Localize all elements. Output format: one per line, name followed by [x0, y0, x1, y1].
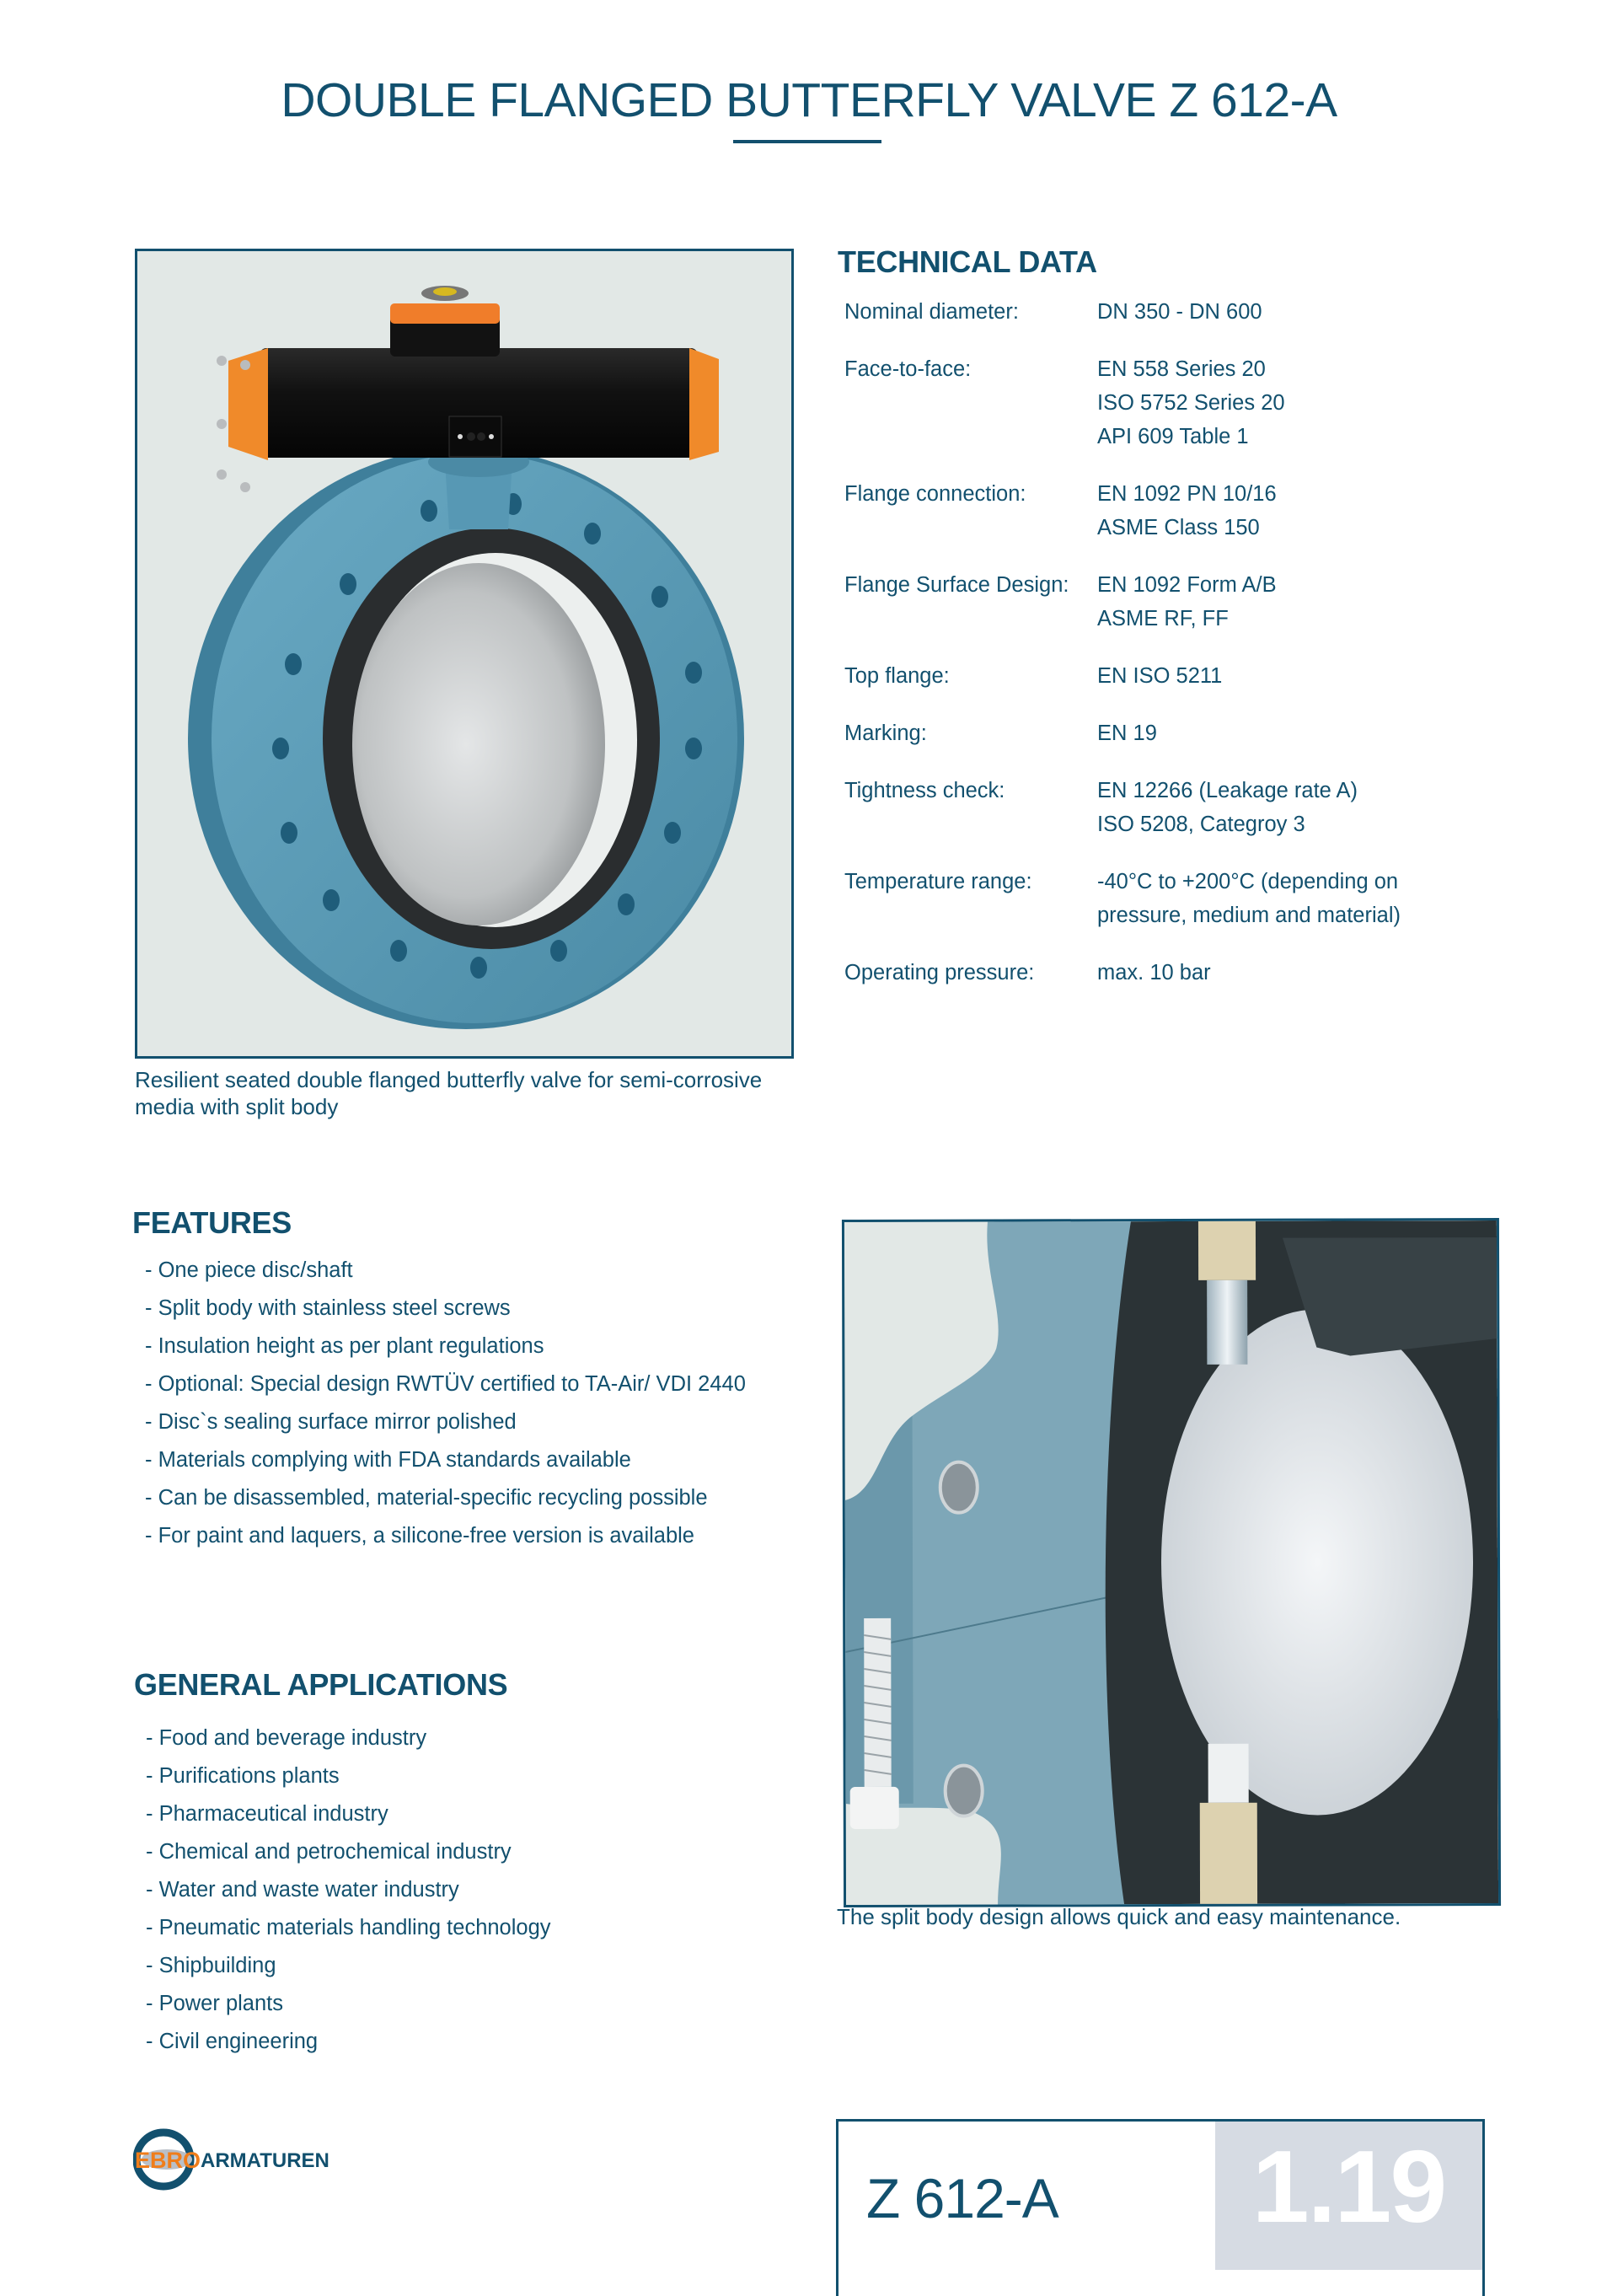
- application-item: - Water and waste water industry: [146, 1878, 459, 1902]
- feature-item: - Can be disassembled, material-specific recycling possible: [145, 1486, 708, 1510]
- tech-row-face-to-face: [844, 352, 1485, 453]
- logo-mark: [133, 2126, 344, 2193]
- application-item: - Civil engineering: [146, 2030, 319, 2053]
- feature-item: - Disc`s sealing surface mirror polished: [145, 1410, 517, 1434]
- tech-value: max. 10 bar: [1097, 961, 1211, 984]
- feature-item: - Insulation height as per plant regulations: [145, 1334, 544, 1358]
- applications-list: [146, 1719, 551, 2061]
- feature-item: - One piece disc/shaft: [145, 1258, 353, 1282]
- tech-row-flange-surface-design: [844, 568, 1485, 636]
- tech-row-top-flange: [844, 659, 1485, 693]
- application-item: - Pharmaceutical industry: [146, 1802, 388, 1826]
- tech-value: ASME RF, FF: [1097, 607, 1229, 630]
- features-list: [145, 1252, 746, 1555]
- feature-item: - Optional: Special design RWTÜV certified to TA-Air/ VDI 2440: [145, 1372, 746, 1396]
- tech-value: EN 1092 PN 10/16: [1097, 482, 1277, 506]
- technical-data-heading: TECHNICAL DATA: [838, 244, 1097, 279]
- tech-label: Nominal diameter:: [844, 300, 1019, 324]
- tech-label: Temperature range:: [844, 870, 1032, 893]
- footer-product-code: Z 612-A: [866, 2167, 1058, 2229]
- application-item: - Chemical and petrochemical industry: [146, 1840, 512, 1864]
- tech-value: EN 19: [1097, 722, 1157, 745]
- tech-label: Top flange:: [844, 664, 950, 688]
- tech-row-flange-connection: [844, 477, 1485, 544]
- detail-image-caption: The split body design allows quick and easy maintenance.: [837, 1904, 1401, 1929]
- tech-label: Tightness check:: [844, 779, 1005, 802]
- tech-row-marking: [844, 716, 1485, 750]
- tech-label: Marking:: [844, 722, 927, 745]
- application-item: - Food and beverage industry: [146, 1726, 427, 1750]
- ebro-armaturen-logo: [133, 2126, 344, 2193]
- footer-page-number: 1.19: [1251, 2129, 1446, 2244]
- application-item: - Shipbuilding: [146, 1954, 276, 1977]
- technical-data-table: [844, 295, 1485, 1013]
- tech-value: API 609 Table 1: [1097, 425, 1249, 448]
- applications-heading: GENERAL APPLICATIONS: [134, 1667, 508, 1702]
- product-image: [135, 249, 794, 1059]
- split-body-cutaway-illustration: [844, 1220, 1498, 1905]
- feature-item: - For paint and laquers, a silicone-free version is available: [145, 1524, 694, 1548]
- page-title: DOUBLE FLANGED BUTTERFLY VALVE Z 612-A: [281, 73, 1337, 127]
- tech-value: -40°C to +200°C (depending on: [1097, 870, 1399, 893]
- application-item: - Pneumatic materials handling technology: [146, 1916, 551, 1939]
- tech-row-tightness-check: [844, 774, 1485, 841]
- tech-row-temperature-range: [844, 865, 1485, 932]
- tech-value: ISO 5752 Series 20: [1097, 391, 1285, 415]
- application-item: - Power plants: [146, 1992, 283, 2015]
- detail-image: [842, 1218, 1501, 1907]
- tech-value: ISO 5208, Categroy 3: [1097, 813, 1305, 836]
- tech-label: Flange Surface Design:: [844, 573, 1069, 597]
- title-underline: [733, 140, 881, 143]
- product-image-caption: Resilient seated double flanged butterfly valve for semi-corrosive media with split body: [135, 1067, 763, 1119]
- features-heading: FEATURES: [132, 1205, 292, 1240]
- tech-value: EN 1092 Form A/B: [1097, 573, 1277, 597]
- feature-item: - Split body with stainless steel screws: [145, 1296, 511, 1320]
- tech-label: Face-to-face:: [844, 357, 972, 381]
- tech-row-nominal-diameter: [844, 295, 1485, 329]
- logo-name-text: ARMATUREN: [201, 2149, 329, 2172]
- feature-item: - Materials complying with FDA standards available: [145, 1448, 631, 1472]
- tech-label: Flange connection:: [844, 482, 1026, 506]
- tech-value: pressure, medium and material): [1097, 904, 1401, 927]
- tech-value: EN 12266 (Leakage rate A): [1097, 779, 1358, 802]
- tech-value: DN 350 - DN 600: [1097, 300, 1262, 324]
- tech-value: ASME Class 150: [1097, 516, 1260, 539]
- butterfly-valve-illustration: [137, 251, 791, 1056]
- tech-value: EN ISO 5211: [1097, 664, 1223, 688]
- tech-label: Operating pressure:: [844, 961, 1035, 984]
- tech-row-operating-pressure: [844, 956, 1485, 990]
- tech-value: EN 558 Series 20: [1097, 357, 1266, 381]
- application-item: - Purifications plants: [146, 1764, 340, 1788]
- logo-brand-text: EBRO: [135, 2148, 201, 2173]
